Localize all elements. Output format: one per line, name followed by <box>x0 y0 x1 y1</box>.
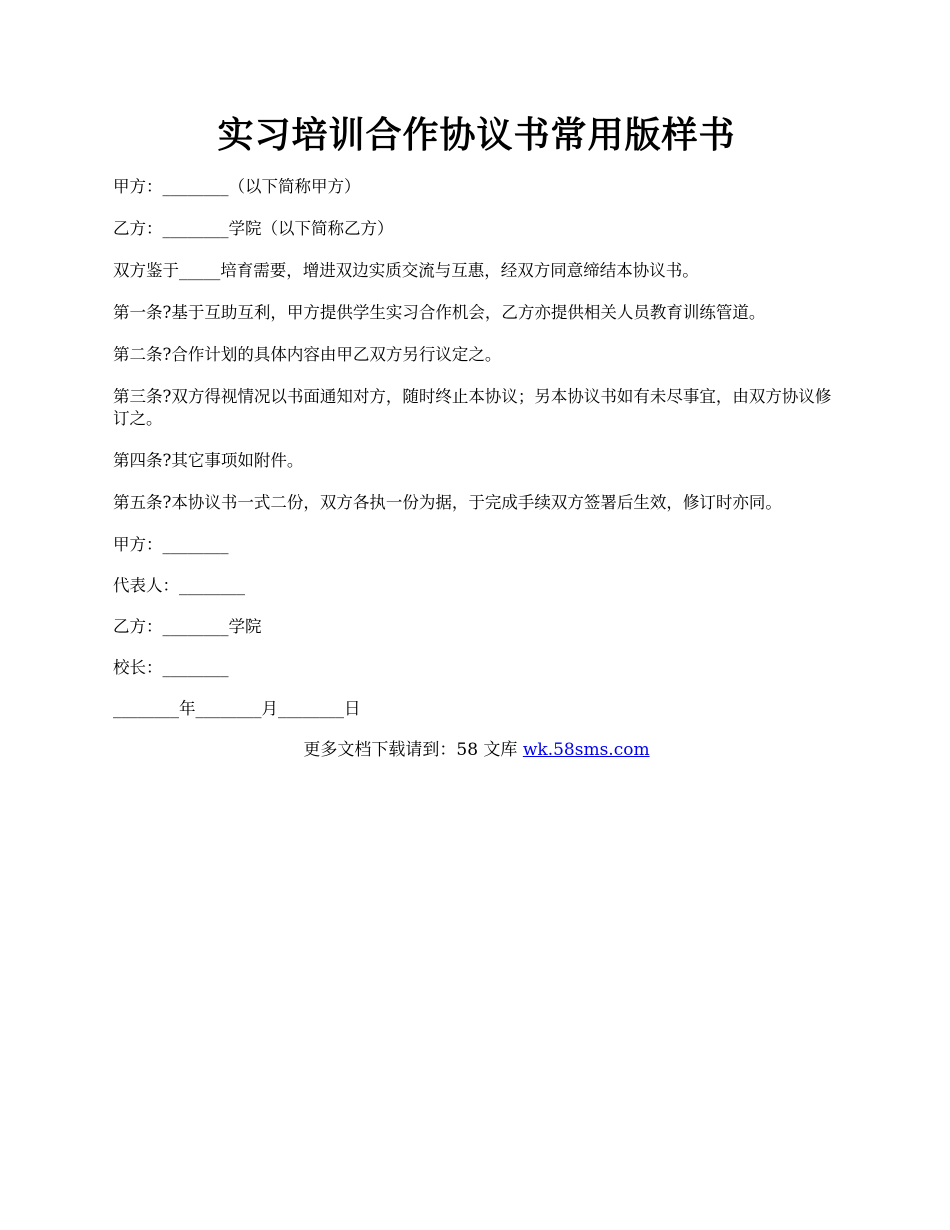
article-4: 第四条?其它事项如附件。 <box>113 451 304 470</box>
signature-date: ________年________月________日 <box>113 699 361 718</box>
footer-prefix: 更多文档下载请到：58 文库 <box>303 740 523 760</box>
article-5: 第五条?本协议书一式二份，双方各执一份为据，于完成手续双方签署后生效，修订时亦同。 <box>113 493 782 512</box>
party-a-line: 甲方：________（以下简称甲方） <box>113 177 361 196</box>
signature-principal: 校长：________ <box>113 658 229 677</box>
download-footer <box>113 739 840 761</box>
preamble-paragraph: 双方鉴于_____培育需要，增进双边实质交流与互惠，经双方同意缔结本协议书。 <box>113 261 699 280</box>
article-3: 第三条?双方得视情况以书面通知对方，随时终止本协议；另本协议书如有未尽事宜，由双方协议修订之。 <box>113 387 832 428</box>
party-b-line: 乙方：________学院（以下简称乙方） <box>113 219 394 238</box>
footer-link[interactable]: wk.58sms.com <box>522 740 650 760</box>
article-1: 第一条?基于互助互利，甲方提供学生实习合作机会，乙方亦提供相关人员教育训练管道。 <box>113 303 766 322</box>
signature-representative: 代表人：________ <box>113 576 245 595</box>
signature-party-a: 甲方：________ <box>113 535 229 554</box>
article-2: 第二条?合作计划的具体内容由甲乙双方另行议定之。 <box>113 345 502 364</box>
signature-party-b: 乙方：________学院 <box>113 617 262 636</box>
document-title: 实习培训合作协议书常用版样书 <box>217 114 736 156</box>
